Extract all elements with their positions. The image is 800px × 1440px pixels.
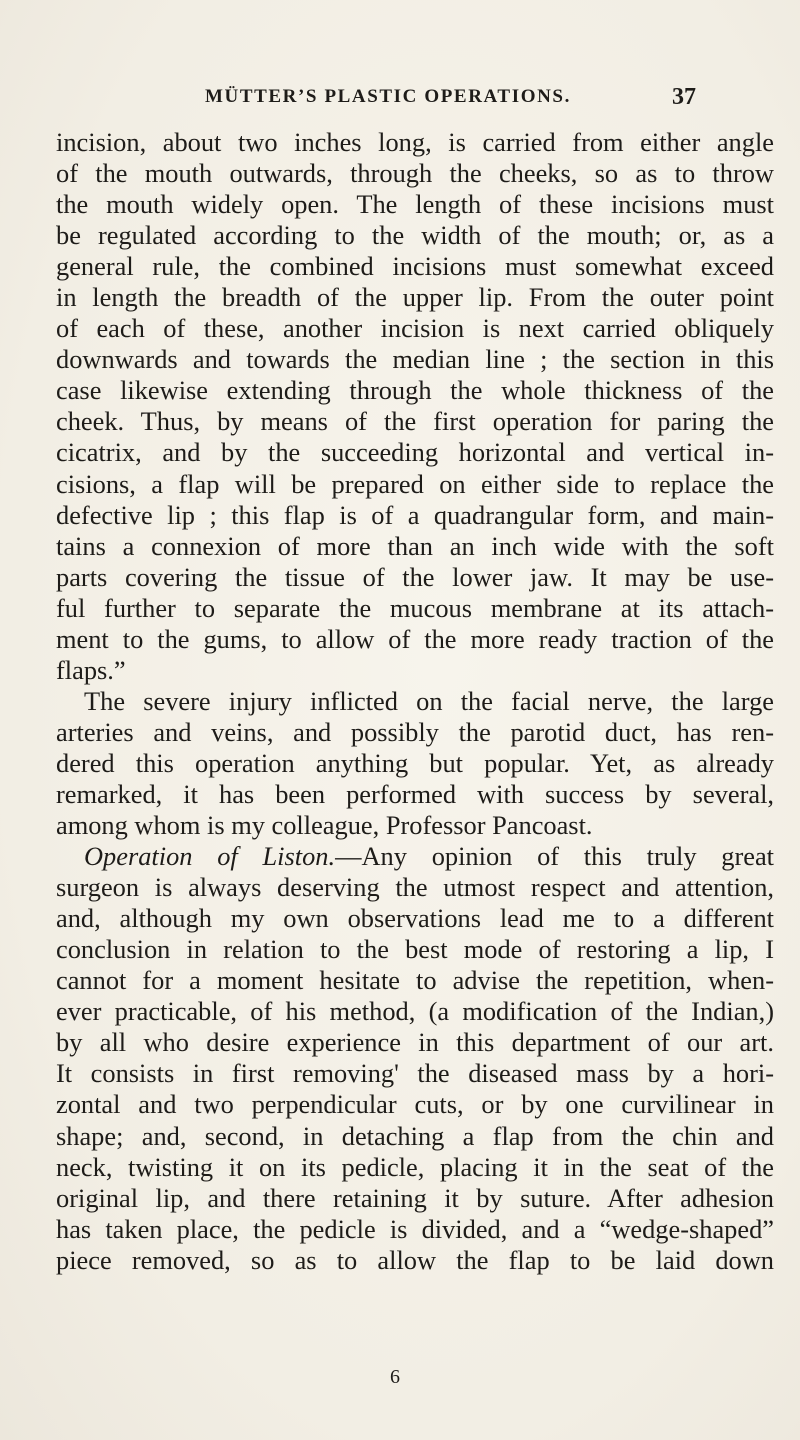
- text-line: among whom is my colleague, Professor Pancoast.: [56, 810, 593, 841]
- text-line: zontal and two perpendicular cuts, or by one curvilinear in: [56, 1089, 774, 1120]
- text-line: piece removed, so as to allow the flap to be laid down: [56, 1244, 774, 1275]
- page-header: [0, 86, 800, 116]
- text-line: neck, twisting it on its pedicle, placing it in the seat of the: [56, 1151, 774, 1182]
- text-line: downwards and towards the median line ; the section in this: [56, 344, 774, 375]
- text-line: flaps.”: [56, 654, 126, 685]
- text-line: arteries and veins, and possibly the parotid duct, has ren-: [56, 716, 774, 747]
- text-line: ful further to separate the mucous membrane at its attach-: [56, 592, 774, 623]
- line-text: —Any opinion of this truly great: [335, 841, 775, 872]
- text-line: parts covering the tissue of the lower jaw. It may be use-: [56, 561, 774, 592]
- text-line: conclusion in relation to the best mode of restoring a lip, I: [56, 934, 774, 965]
- running-title: MÜTTER’S PLASTIC OPERATIONS.: [205, 86, 571, 107]
- page-number: 37: [672, 84, 696, 110]
- text-line: defective lip ; this flap is of a quadrangular form, and main-: [56, 499, 774, 530]
- text-line: incision, about two inches long, is carried from either angle: [56, 127, 774, 157]
- text-line: by all who desire experience in this department of our art.: [56, 1027, 774, 1058]
- text-line: surgeon is always deserving the utmost respect and attention,: [56, 872, 774, 903]
- text-line: in length the breadth of the upper lip. From the outer point: [56, 282, 774, 313]
- section-heading-italic: Operation of Liston.: [84, 841, 336, 872]
- text-line: be regulated according to the width of the mouth; or, as a: [56, 220, 774, 251]
- body-text: [56, 127, 774, 1276]
- text-line: remarked, it has been performed with success by several,: [56, 778, 774, 809]
- text-line: The severe injury inflicted on the facial nerve, the large: [84, 685, 774, 716]
- text-line: general rule, the combined incisions must somewhat exceed: [56, 251, 774, 282]
- text-line: ment to the gums, to allow of the more ready traction of the: [56, 623, 774, 654]
- text-line: cicatrix, and by the succeeding horizontal and vertical in-: [56, 437, 774, 468]
- text-line: has taken place, the pedicle is divided, and a “wedge-shaped”: [56, 1213, 774, 1244]
- text-line: and, although my own observations lead me to a different: [56, 903, 774, 934]
- text-line: It consists in first removing' the diseased mass by a hori-: [56, 1058, 774, 1089]
- text-line: tains a connexion of more than an inch wide with the soft: [56, 530, 774, 561]
- text-line: cannot for a moment hesitate to advise the repetition, when-: [56, 965, 774, 996]
- text-line: the mouth widely open. The length of these incisions must: [56, 189, 774, 220]
- text-line: cisions, a flap will be prepared on either side to replace the: [56, 468, 774, 499]
- text-line: of the mouth outwards, through the cheeks, so as to throw: [56, 158, 774, 189]
- text-line: dered this operation anything but popular. Yet, as already: [56, 747, 774, 778]
- text-line: shape; and, second, in detaching a flap from the chin and: [56, 1120, 774, 1151]
- text-line: ever practicable, of his method, (a modification of the Indian,): [56, 996, 774, 1027]
- text-line: of each of these, another incision is next carried obliquely: [56, 313, 774, 344]
- text-line: original lip, and there retaining it by suture. After adhesion: [56, 1182, 774, 1213]
- text-line: case likewise extending through the whole thickness of the: [56, 375, 774, 406]
- signature-mark: 6: [390, 1366, 400, 1388]
- text-line: [56, 841, 774, 872]
- text-line: cheek. Thus, by means of the first operation for paring the: [56, 406, 774, 437]
